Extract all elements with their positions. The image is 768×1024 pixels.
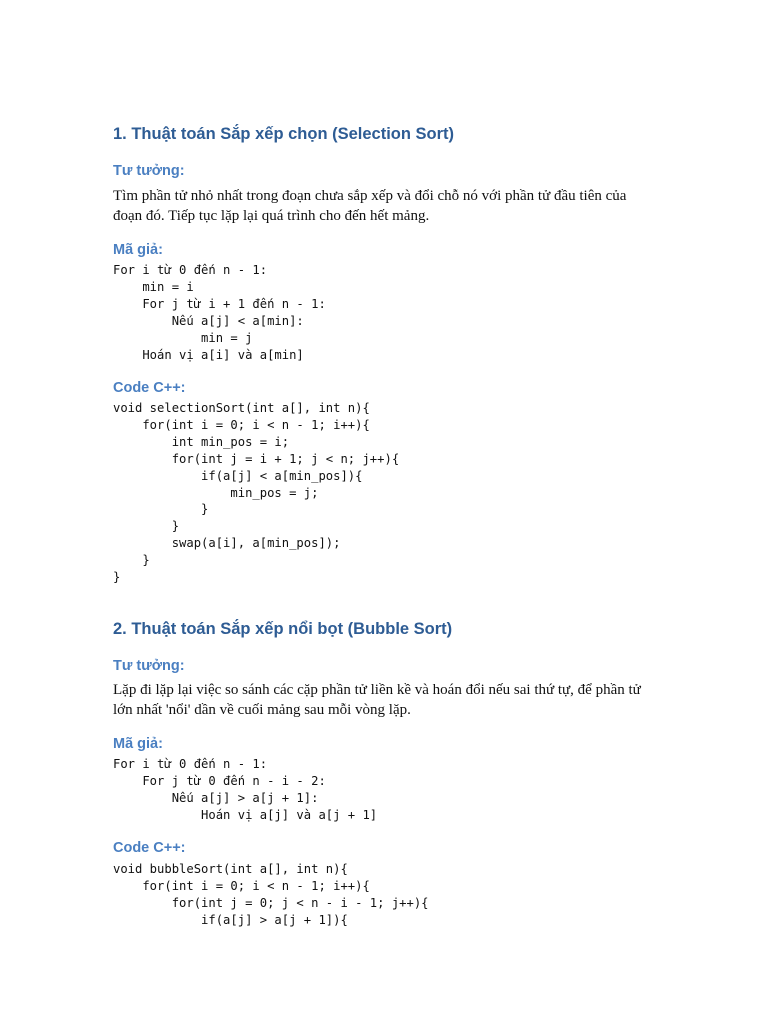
selection-sort-title: 1. Thuật toán Sắp xếp chọn (Selection Sort) <box>113 125 455 143</box>
selection-sort-pseudo-code: For i từ 0 đến n - 1: min = i For j từ i + 1 đến n - 1: Nếu a[j] < a[min]: min = j Hoán vị a[i] và a[min] <box>113 263 326 362</box>
selection-sort-idea-heading: Tư tưởng: <box>113 163 185 179</box>
bubble-sort-cpp-code: void bubbleSort(int a[], int n){ for(int i = 0; i < n - 1; i++){ for(int j = 0; j < n - i - 1; j++){ if(a[j] > a[j + 1]){ <box>113 862 429 927</box>
bubble-sort-idea-text: Lặp đi lặp lại việc so sánh các cặp phần tử liền kề và hoán đổi nếu sai thứ tự, để phần tử lớn nhất 'nổi' dần về cuối mảng sau mỗi vòng lặp. <box>113 682 641 718</box>
selection-sort-idea-text: Tìm phần tử nhỏ nhất trong đoạn chưa sắp xếp và đổi chỗ nó với phần tử đầu tiên của đoạn đó. Tiếp tục lặp lại quá trình cho đến hết mảng. <box>113 188 627 224</box>
selection-sort-cpp-code: void selectionSort(int a[], int n){ for(int i = 0; i < n - 1; i++){ int min_pos = i; for(int j = i + 1; j < n; j++){ if(a[j] < a[min_pos]){ min_pos = j; } } swap(a[i], a[min_pos]); } } <box>113 401 400 585</box>
bubble-sort-title: 2. Thuật toán Sắp xếp nổi bọt (Bubble Sort) <box>113 620 453 638</box>
bubble-sort-cpp-heading: Code C++: <box>113 840 186 856</box>
bubble-sort-idea-heading: Tư tưởng: <box>113 658 185 674</box>
selection-sort-pseudo-heading: Mã giả: <box>113 242 163 258</box>
bubble-sort-pseudo-heading: Mã giả: <box>113 736 163 752</box>
bubble-sort-pseudo-code: For i từ 0 đến n - 1: For j từ 0 đến n - i - 2: Nếu a[j] > a[j + 1]: Hoán vị a[j] và a[j + 1] <box>113 757 378 822</box>
selection-sort-cpp-heading: Code C++: <box>113 380 186 396</box>
